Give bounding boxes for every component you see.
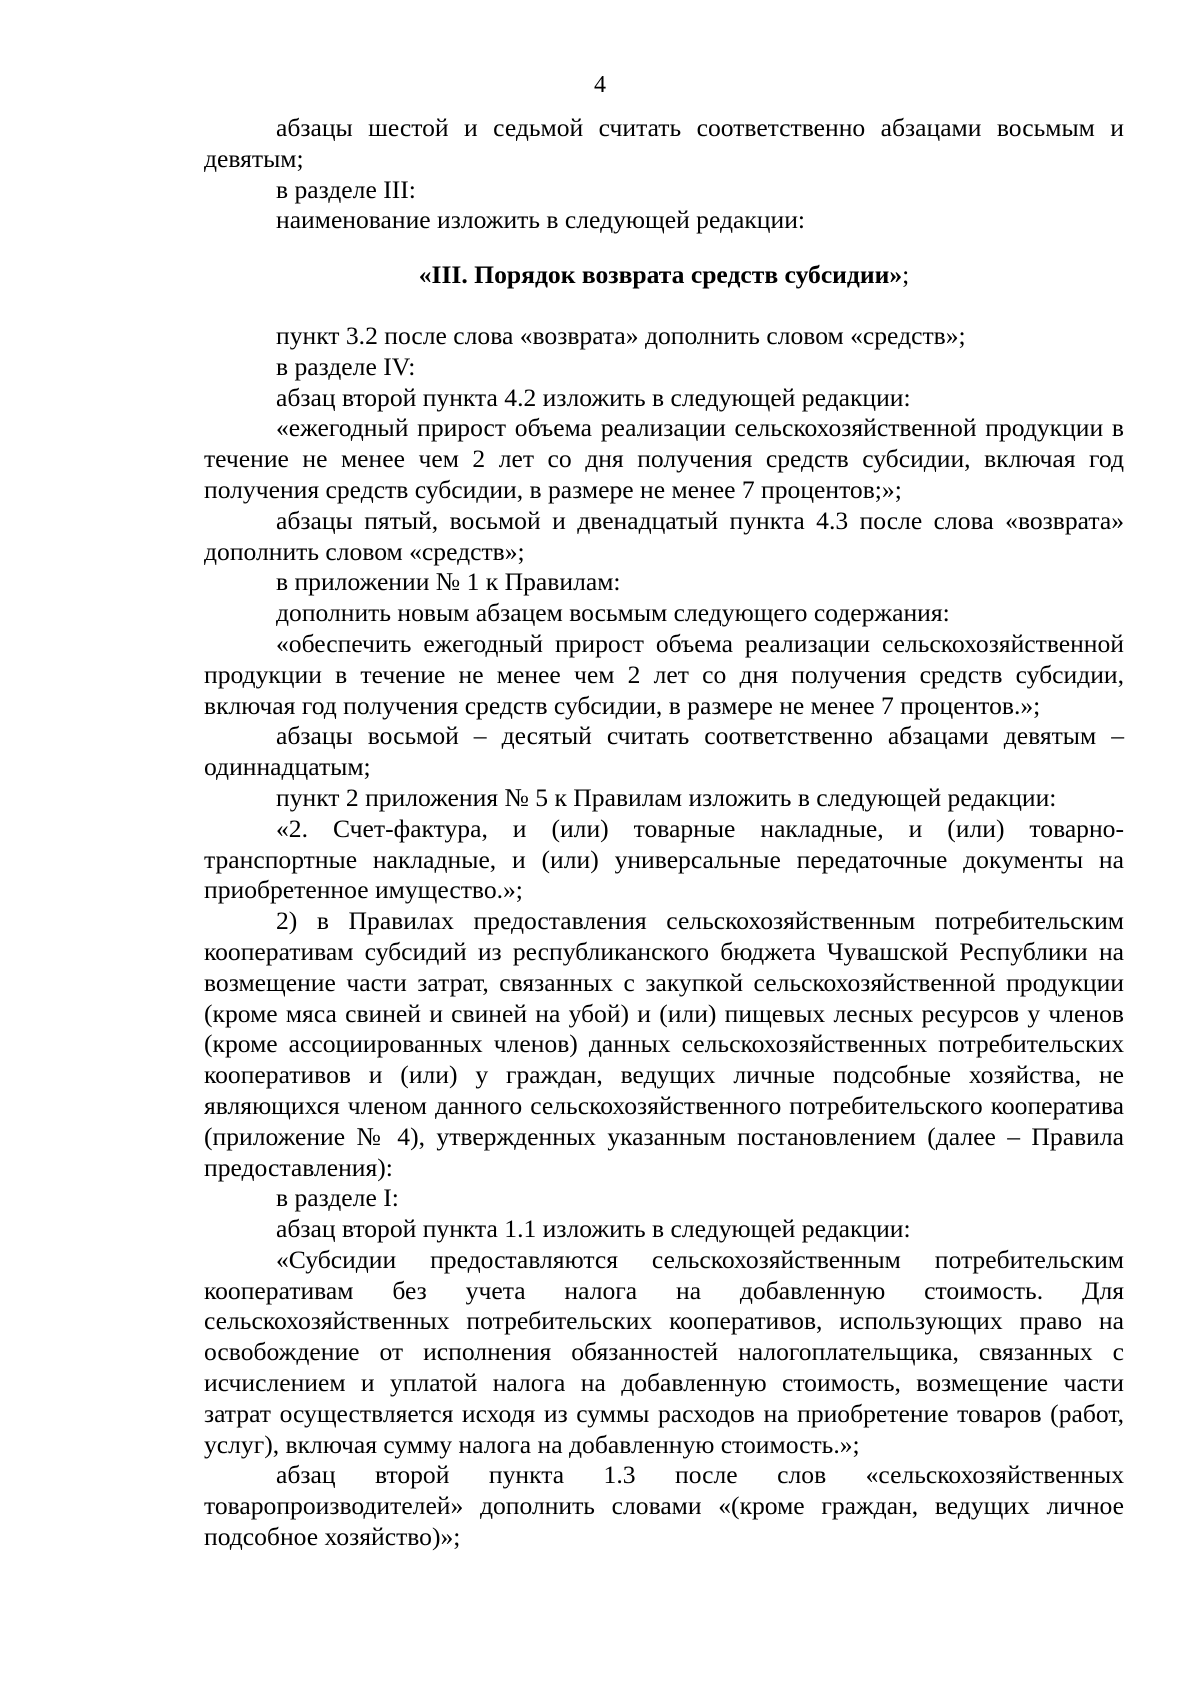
paragraph: «обеспечить ежегодный прирост объема реализации сельскохозяйственной продукции в течение не менее чем 2 лет со дня получения средств субсидии, включая год получения средств субсидии, в размере не менее 7 процентов.»; — [204, 628, 1124, 720]
paragraph: абзацы шестой и седьмой считать соответственно абзацами восьмым и девятым; — [204, 113, 1124, 173]
paragraph: 2) в Правилах предоставления сельскохозяйственным потребительским кооперативам субсидий из республиканского бюджета Чувашской Республики на возмещение части затрат, связанных с закупкой сельскохозяйственной продукции (кроме мяса свиней и свиней на убой) и (или) пищевых лесных ресурсов у членов (кроме ассоциированных членов) данных сельскохозяйственных потребительских кооперативов и (или) у граждан, ведущих личные подсобные хозяйства, не являющихся членом данного сельскохозяйственного потребительского кооператива (приложение № 4), утвержденных указанным постановлением (далее – Правила предоставления): — [204, 906, 1124, 1182]
paragraph: пункт 3.2 после слова «возврата» дополнить словом «средств»; — [276, 320, 966, 350]
document-body — [204, 113, 1124, 1553]
paragraph: пункт 2 приложения № 5 к Правилам изложить в следующей редакции: — [276, 782, 1057, 812]
paragraph: абзацы пятый, восьмой и двенадцатый пункта 4.3 после слова «возврата» дополнить словом «средств»; — [204, 505, 1124, 566]
paragraph: в разделе I: — [276, 1183, 399, 1213]
paragraph: в приложении № 1 к Правилам: — [276, 567, 621, 597]
section-heading — [204, 260, 1124, 291]
paragraph: абзацы восьмой – десятый считать соответственно абзацами девятым – одиннадцатым; — [204, 721, 1124, 782]
paragraph: абзац второй пункта 1.3 после слов «сельскохозяйственных товаропроизводителей» дополнить словами «(кроме граждан, ведущих личное подсобное хозяйство)»; — [204, 1460, 1124, 1552]
paragraph: «Субсидии предоставляются сельскохозяйственным потребительским кооперативам без учета налога на добавленную стоимость. Для сельскохозяйственных потребительских кооперативов, использующих право на освобождение от исполнения обязанностей налогоплательщика, связанных с исчислением и уплатой налога на добавленную стоимость, возмещение части затрат осуществляется исходя из суммы расходов на приобретение товаров (работ, услуг), включая сумму налога на добавленную стоимость.»; — [204, 1244, 1124, 1459]
paragraph: в разделе III: — [276, 174, 416, 204]
paragraph: дополнить новым абзацем восьмым следующего содержания: — [276, 598, 950, 628]
section-heading-punctuation: ; — [902, 260, 910, 290]
paragraph: наименование изложить в следующей редакции: — [276, 205, 806, 235]
page-number: 4 — [594, 72, 606, 98]
section-heading-title: «III. Порядок возврата средств субсидии» — [418, 260, 903, 290]
paragraph: «2. Счет-фактура, и (или) товарные накладные, и (или) товарно-транспортные накладные, и (или) универсальные передаточные документы на приобретенное имущество.»; — [204, 813, 1124, 905]
paragraph: «ежегодный прирост объема реализации сельскохозяйственной продукции в течение не менее чем 2 лет со дня получения средств субсидии, включая год получения средств субсидии, в размере не менее 7 процентов;»; — [204, 413, 1124, 504]
paragraph: в разделе IV: — [276, 351, 416, 381]
paragraph: абзац второй пункта 1.1 изложить в следующей редакции: — [276, 1214, 911, 1244]
paragraph: абзац второй пункта 4.2 изложить в следующей редакции: — [276, 382, 911, 412]
